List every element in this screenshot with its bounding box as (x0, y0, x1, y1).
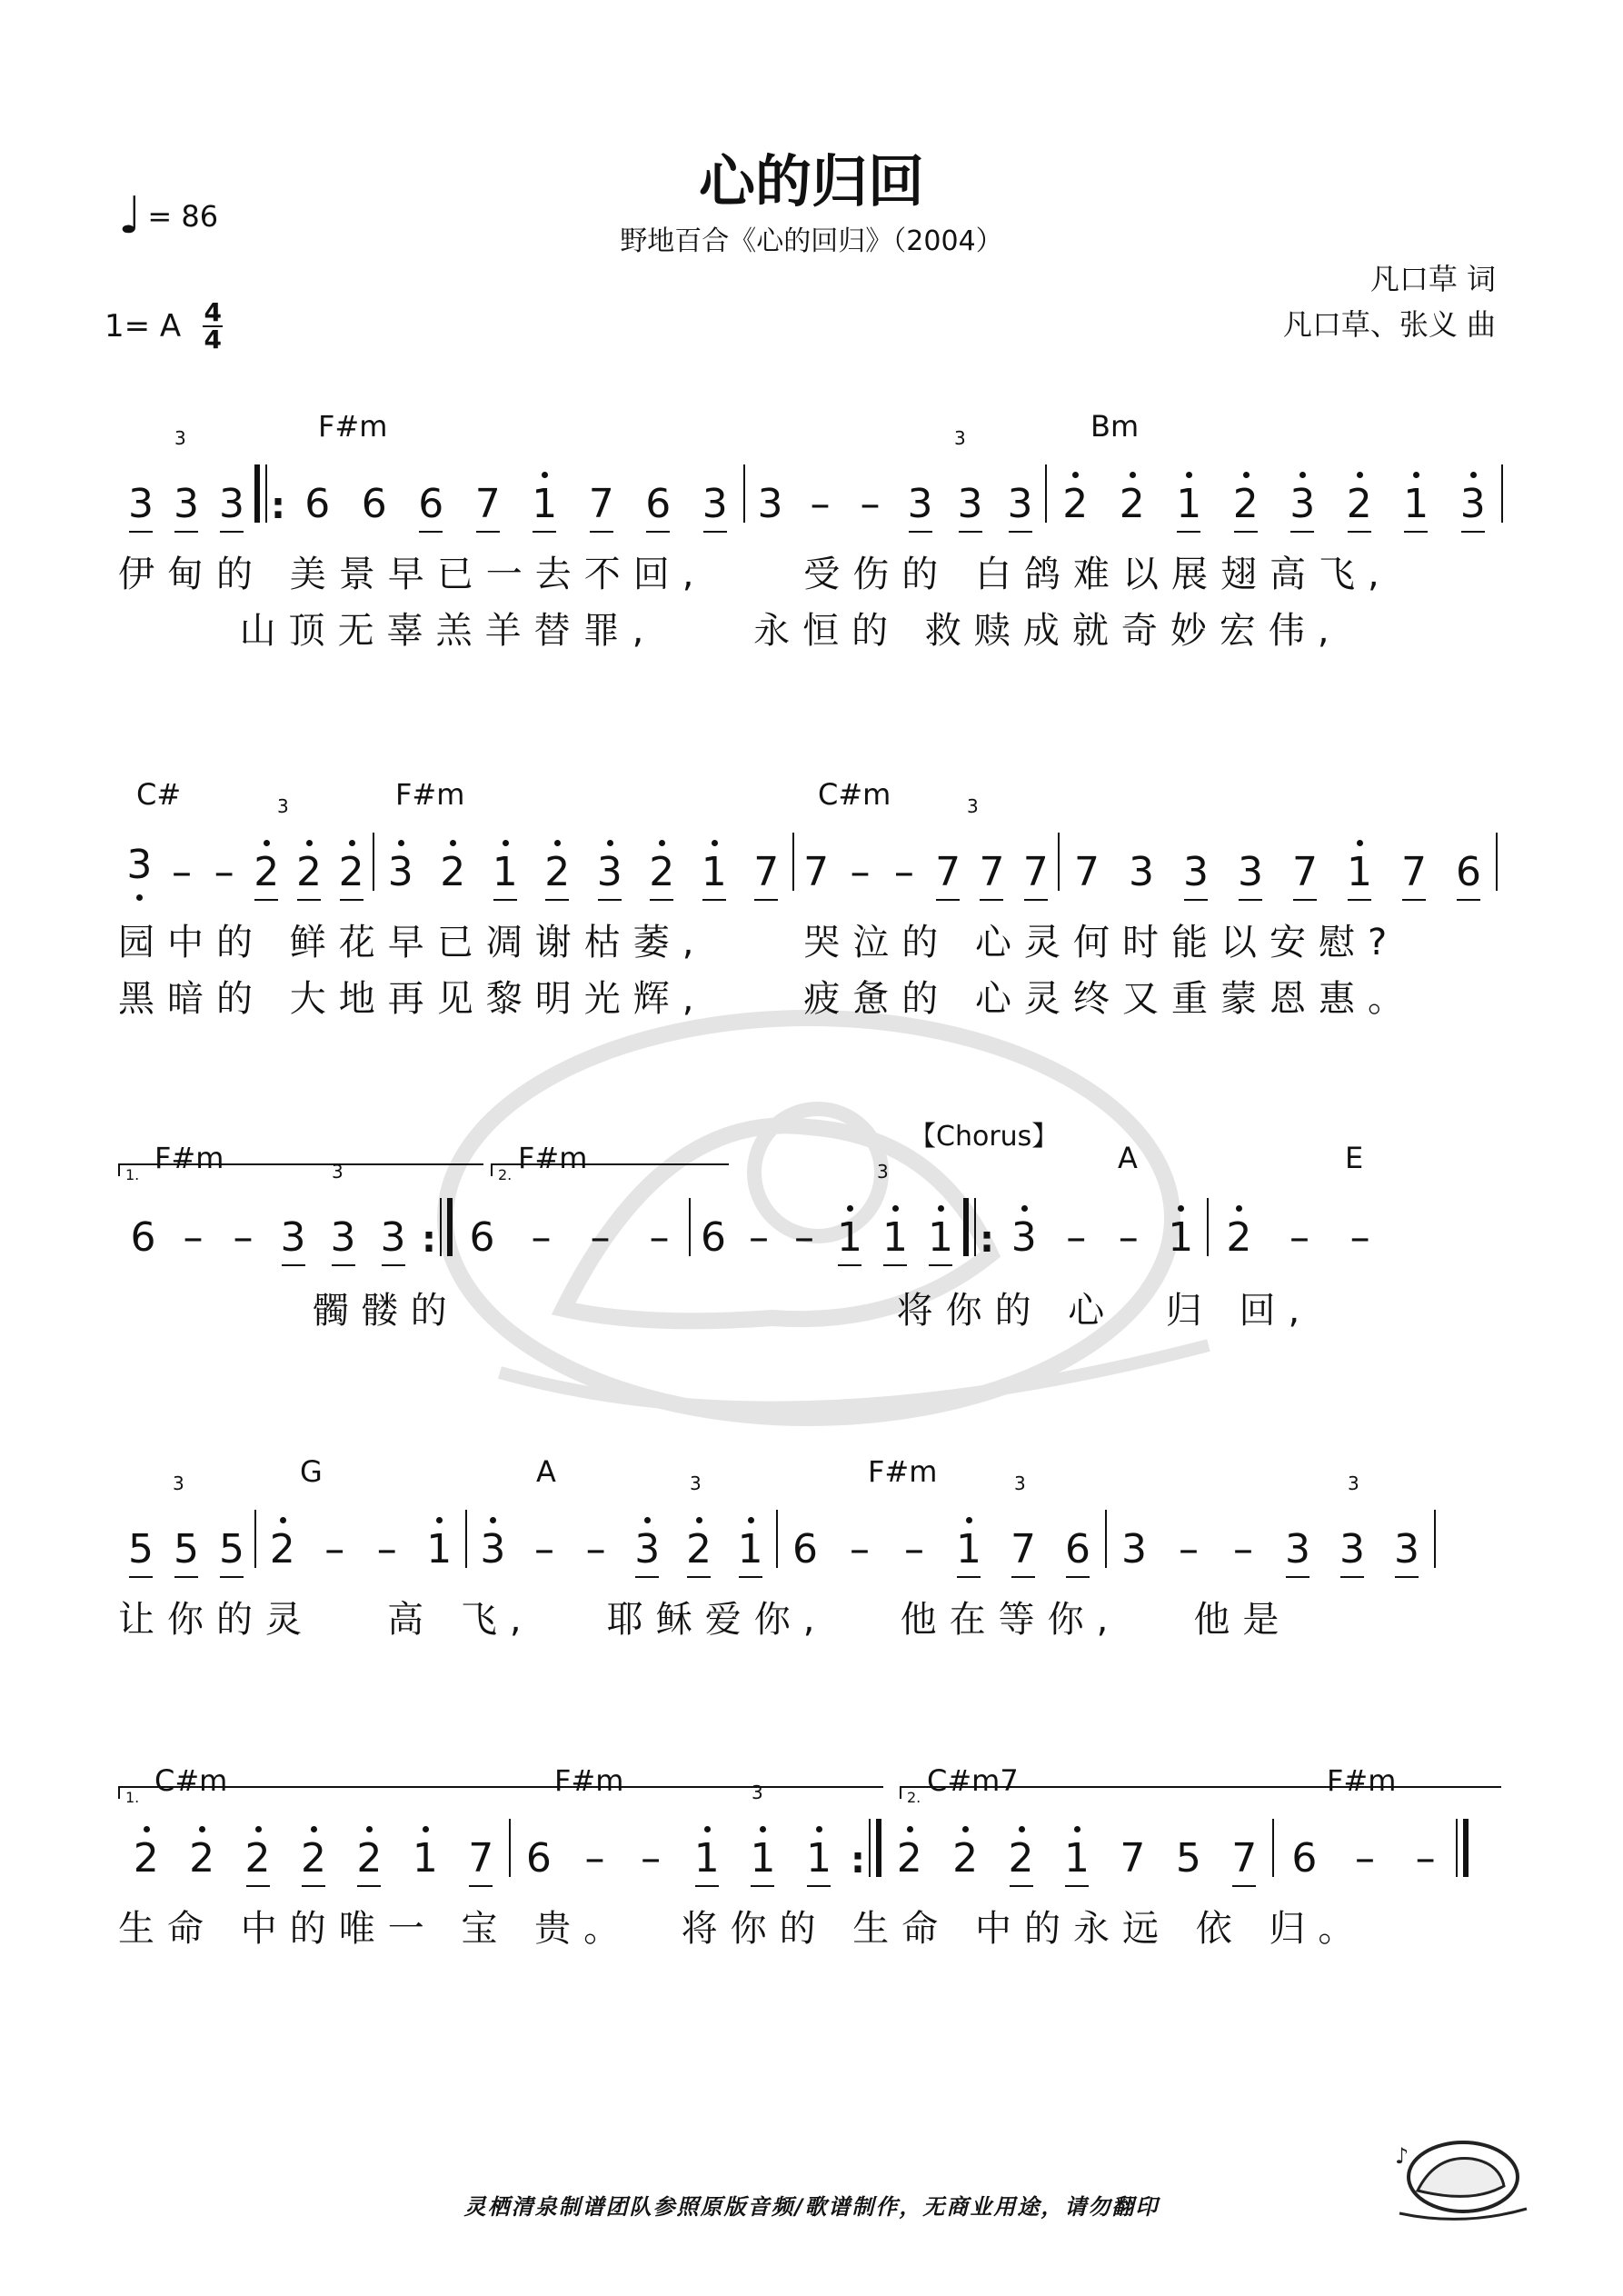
notation-row (118, 1782, 1508, 1887)
measure: 2 – – 1 (256, 1500, 465, 1578)
triplet-mark: 3 (1014, 1472, 1026, 1494)
notation-row (118, 795, 1508, 901)
measure: 2 – – (1209, 1188, 1390, 1266)
volta-number: 1. (125, 1789, 140, 1806)
tempo-marking (118, 186, 219, 245)
volta-number: 2. (498, 1166, 513, 1183)
measure: 6 – – – (469, 1214, 670, 1261)
music-system-5 (118, 1763, 1508, 1972)
chord-row (118, 1141, 1508, 1181)
triplet-mark: 3 (954, 427, 966, 449)
measure: 3 5 5 5 (118, 1500, 254, 1578)
chord-row (118, 409, 1508, 449)
section-label: 【Chorus】 (909, 1121, 1060, 1153)
chord-symbol: G (300, 1454, 323, 1489)
measure: 2 2 2 1 7 5 7 (881, 1809, 1272, 1887)
measure: 7 – – 3 7 7 7 (794, 823, 1058, 901)
chord-symbol: E (1345, 1141, 1364, 1175)
measure: 3 – – 3 2 2 2 (118, 823, 373, 901)
chord-symbol: C# (136, 777, 182, 812)
song-subtitle: 野地百合《心的回归》（2004） (620, 225, 1003, 257)
notation-row (118, 427, 1508, 533)
triplet-mark: 3 (690, 1472, 702, 1494)
chord-row (118, 1763, 1508, 1803)
sheep-logo-icon (1381, 2127, 1536, 2227)
song-title: 心的归回 (698, 148, 924, 215)
measure: 3 – – 1 (998, 1188, 1207, 1266)
notation-row (118, 1472, 1508, 1578)
measure: 6 6 6 7 1 7 6 3 (289, 454, 743, 533)
key-signature (105, 297, 223, 354)
music-system-1 (118, 409, 1508, 673)
measure: 3 – – 3 3 3 3 (745, 454, 1045, 533)
triplet-mark: 3 (174, 427, 186, 449)
volta-number: 1. (125, 1166, 140, 1183)
lyric-line-2: 山顶无辜羔羊替罪, 永恒的 救赎成就奇妙宏伟, (118, 610, 1342, 652)
chord-symbol: F#m (868, 1454, 938, 1489)
svg-text:♪: ♪ (1395, 2143, 1409, 2169)
repeat-dots: : (851, 1840, 865, 1882)
measure: 6 – – 3 1 1 1 (691, 1188, 963, 1266)
chord-symbol: F#m (518, 1141, 588, 1175)
repeat-dots: : (271, 485, 285, 527)
footer-note: 灵栖清泉制谱团队参照原版音频/歌谱制作，无商业用途，请勿翻印 (463, 2194, 1160, 2220)
music-system-2 (118, 777, 1508, 1041)
chord-row (118, 1454, 1508, 1494)
measure: 3 3 3 3 (118, 454, 254, 533)
triplet-mark: 3 (877, 1161, 889, 1183)
repeat-end-barline (869, 1819, 881, 1877)
lyric-line-1: 髑髅的 将你的 心 归 回, (118, 1290, 1313, 1332)
barline (1501, 464, 1503, 523)
repeat-dots: : (980, 1219, 994, 1261)
chord-symbol: C#m (154, 1763, 228, 1798)
repeat-end-barline (440, 1198, 453, 1256)
measure: 3 – – 3 3 2 1 (467, 1500, 776, 1578)
chord-symbol: F#m (554, 1763, 624, 1798)
triplet-mark: 3 (752, 1782, 763, 1803)
chord-symbol: F#m (318, 409, 388, 444)
time-signature (203, 297, 223, 354)
lyric-line-1: 园中的 鲜花早已凋谢枯萎, 哭泣的 心灵何时能以安慰? (118, 922, 1400, 963)
measure: 6 – – 3 1 1 1 (511, 1809, 847, 1887)
tempo-value: = 86 (147, 199, 219, 234)
measure: 2 2 2 2 2 1 7 (118, 1809, 509, 1887)
chord-symbol: C#m7 (927, 1763, 1019, 1798)
chord-symbol: Bm (1090, 409, 1140, 444)
lyric-line-1: 生命 中的唯一 宝 贵。 将你的 生命 中的永远 依 归。 (118, 1908, 1368, 1950)
chord-row (118, 777, 1508, 817)
chord-symbol: F#m (395, 777, 465, 812)
barline (1496, 833, 1498, 891)
measure: 6 – – (1291, 1835, 1436, 1882)
lyric-line-2: 黑暗的 大地再见黎明光辉, 疲惫的 心灵终又重蒙恩惠。 (118, 978, 1418, 1020)
lyric-line-1: 伊甸的 美景早已一去不回, 受伤的 白鸽难以展翅高飞, (118, 554, 1392, 595)
key-text: 1= A (105, 308, 182, 344)
music-system-3 (118, 1113, 1508, 1350)
composer-credit: 凡口草、张义 曲 (1282, 307, 1496, 342)
measure: 2 2 1 2 3 2 1 3 (1047, 454, 1501, 533)
triplet-mark: 3 (173, 1472, 184, 1494)
measure: 6 – – 3 3 3 3 (118, 1188, 418, 1266)
notation-row (118, 1161, 1508, 1266)
time-signature-bottom: 4 (204, 324, 222, 354)
triplet-mark: 3 (277, 795, 289, 817)
volta-number: 2. (907, 1789, 921, 1806)
chord-symbol: F#m (1327, 1763, 1397, 1798)
chord-symbol: A (536, 1454, 556, 1489)
triplet-mark: 3 (332, 1161, 344, 1183)
quarter-note-icon: ♩ (118, 186, 143, 245)
triplet-mark: 3 (967, 795, 979, 817)
chord-symbol: C#m (818, 777, 891, 812)
chord-symbol: F#m (154, 1141, 224, 1175)
measure: 3 2 1 2 3 2 1 7 (374, 823, 792, 901)
time-signature-top: 4 (204, 297, 222, 327)
repeat-start-barline (963, 1198, 976, 1256)
triplet-mark: 3 (1348, 1472, 1359, 1494)
final-barline (1456, 1819, 1469, 1877)
barline (1434, 1510, 1436, 1568)
repeat-dots: : (422, 1219, 436, 1261)
chord-symbol: A (1118, 1141, 1138, 1175)
music-system-4 (118, 1454, 1508, 1663)
lyricist-credit: 凡口草 词 (1369, 262, 1496, 296)
measure: 6 – – 3 1 7 6 (778, 1500, 1105, 1578)
lyric-line-1: 让你的灵 高 飞, 耶稣爱你, 他在等你, 他是 (118, 1599, 1292, 1641)
measure: 3 – – 3 3 3 3 (1107, 1500, 1434, 1578)
measure: 7 3 3 3 7 1 7 6 (1060, 823, 1496, 901)
repeat-start-barline (254, 464, 267, 523)
